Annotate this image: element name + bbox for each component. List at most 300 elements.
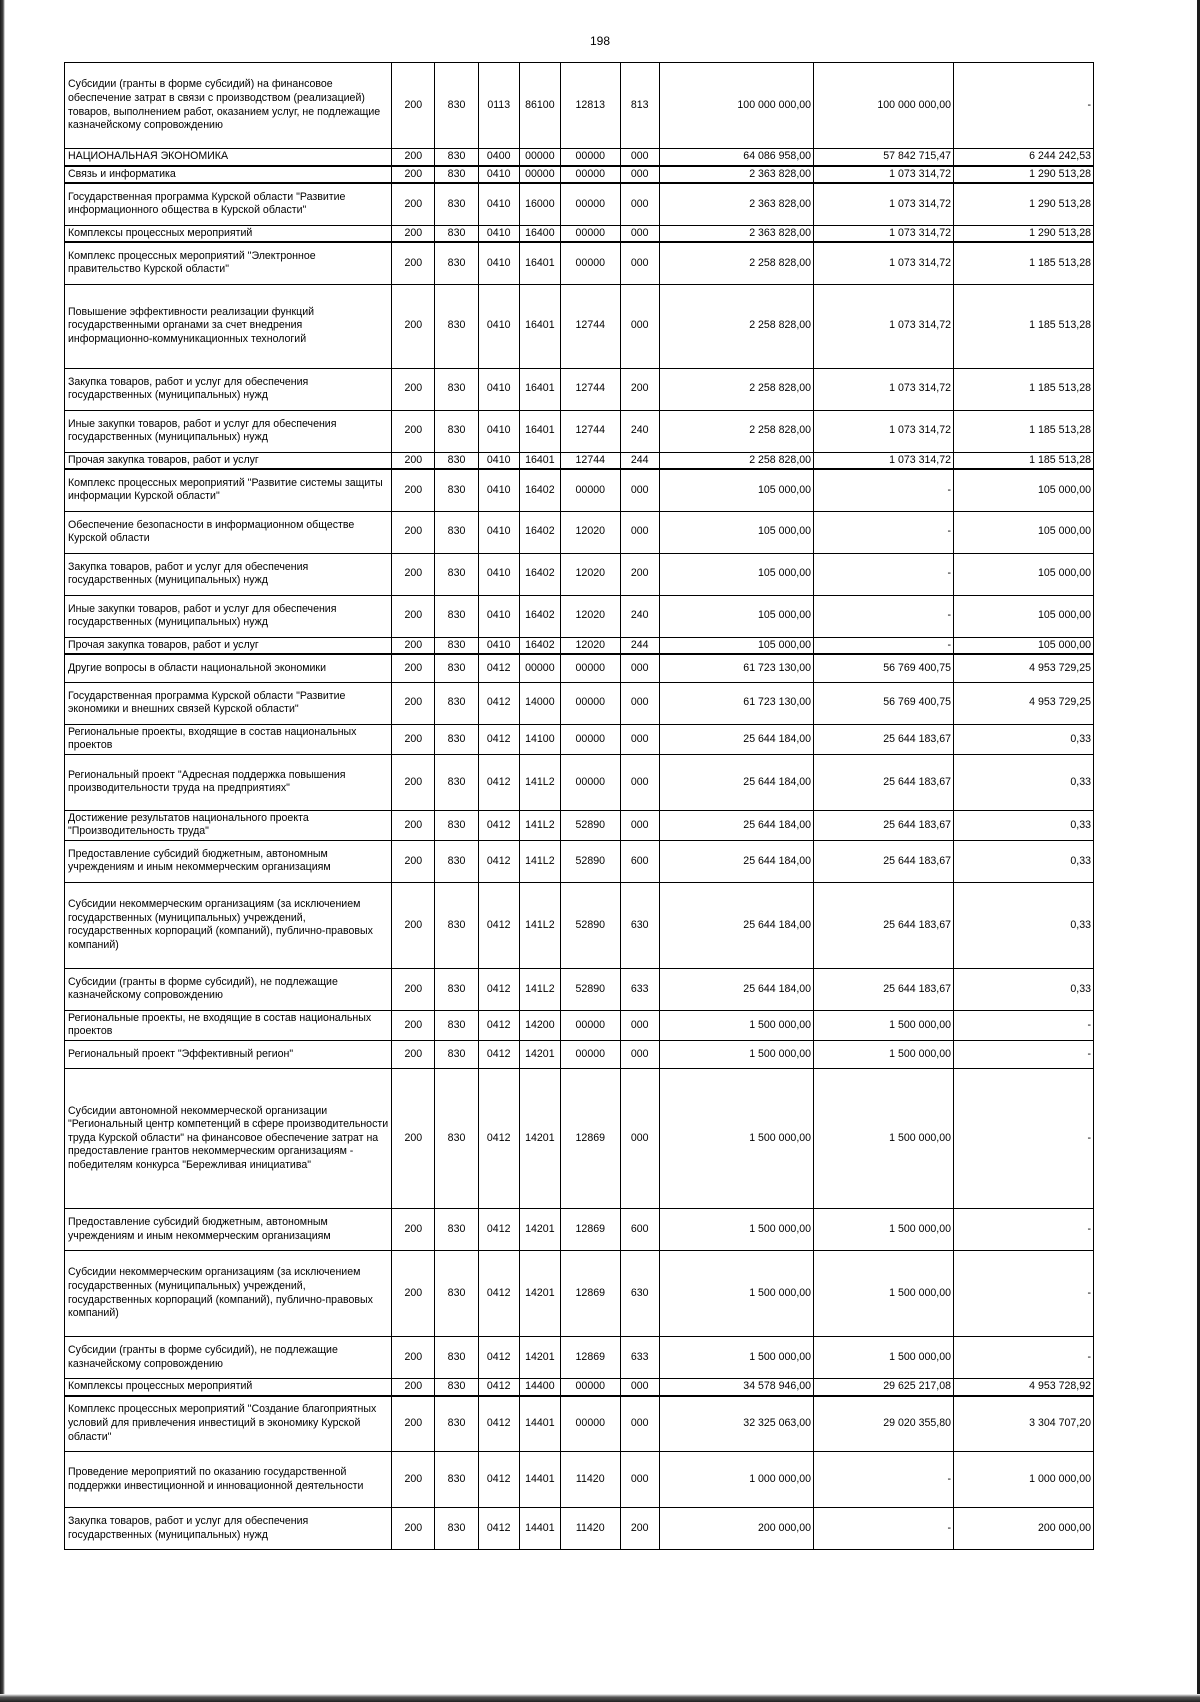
cell-code-admin: 200: [392, 368, 435, 410]
cell-code-ministry: 830: [435, 654, 478, 682]
cell-code-program: 16400: [519, 225, 560, 242]
cell-code-ministry: 830: [435, 511, 478, 553]
cell-amount-planned: 105 000,00: [659, 469, 813, 511]
cell-code-direction: 12744: [560, 452, 620, 469]
table-row: [65, 1337, 1094, 1379]
cell-code-section: 0412: [478, 1209, 519, 1251]
cell-code-section: 0410: [478, 242, 519, 284]
cell-code-direction: 12744: [560, 284, 620, 368]
cell-amount-executed: 56 769 400,75: [814, 682, 954, 724]
cell-code-admin: 200: [392, 284, 435, 368]
cell-code-direction: 12869: [560, 1209, 620, 1251]
cell-amount-remaining: -: [953, 1209, 1093, 1251]
table-row: [65, 284, 1094, 368]
cell-code-ministry: 830: [435, 1041, 478, 1069]
cell-name: Закупка товаров, работ и услуг для обеспечения государственных (муниципальных) нужд: [65, 553, 392, 595]
cell-code-section: 0410: [478, 553, 519, 595]
cell-code-expense-type: 000: [620, 225, 659, 242]
cell-name: Комплекс процессных мероприятий "Развитие системы защиты информации Курской области": [65, 469, 392, 511]
cell-amount-executed: 1 500 000,00: [814, 1041, 954, 1069]
cell-code-program: 14100: [519, 724, 560, 754]
cell-code-section: 0410: [478, 637, 519, 654]
cell-amount-executed: -: [814, 511, 954, 553]
cell-code-expense-type: 633: [620, 1337, 659, 1379]
cell-amount-remaining: 4 953 729,25: [953, 682, 1093, 724]
cell-code-program: 16402: [519, 469, 560, 511]
cell-amount-executed: 1 500 000,00: [814, 1251, 954, 1337]
cell-amount-planned: 200 000,00: [659, 1508, 813, 1550]
cell-name: Государственная программа Курской области "Развитие экономики и внешних связей Курской области": [65, 682, 392, 724]
cell-code-section: 0412: [478, 840, 519, 882]
cell-amount-remaining: 0,33: [953, 968, 1093, 1010]
cell-code-admin: 200: [392, 1337, 435, 1379]
cell-code-admin: 200: [392, 511, 435, 553]
cell-amount-executed: 1 073 314,72: [814, 166, 954, 184]
cell-code-section: 0412: [478, 754, 519, 810]
cell-name: Комплекс процессных мероприятий "Создание благоприятных условий для привлечения инвестиций в экономику Курской области": [65, 1396, 392, 1452]
cell-amount-executed: 1 500 000,00: [814, 1337, 954, 1379]
cell-code-direction: 00000: [560, 1379, 620, 1396]
cell-amount-remaining: 105 000,00: [953, 469, 1093, 511]
cell-amount-executed: 25 644 183,67: [814, 754, 954, 810]
cell-code-section: 0412: [478, 1379, 519, 1396]
cell-code-direction: 12744: [560, 410, 620, 452]
cell-amount-executed: 1 073 314,72: [814, 225, 954, 242]
cell-amount-remaining: 6 244 242,53: [953, 149, 1093, 166]
cell-name: Региональные проекты, входящие в состав национальных проектов: [65, 724, 392, 754]
table-row: [65, 452, 1094, 469]
cell-code-program: 86100: [519, 63, 560, 149]
cell-amount-executed: -: [814, 553, 954, 595]
cell-name: Субсидии автономной некоммерческой организации "Региональный центр компетенций в сфере производительности труда Курской области" на финансовое обеспечение затрат на предоставление грантов некоммерческим организациям - победителям конкурса "Бережливая инициатива": [65, 1069, 392, 1209]
cell-code-expense-type: 600: [620, 1209, 659, 1251]
cell-amount-executed: 56 769 400,75: [814, 654, 954, 682]
cell-code-expense-type: 000: [620, 1069, 659, 1209]
cell-code-admin: 200: [392, 1379, 435, 1396]
cell-name: Другие вопросы в области национальной экономики: [65, 654, 392, 682]
cell-code-admin: 200: [392, 754, 435, 810]
table-row: [65, 1010, 1094, 1040]
table-row: [65, 63, 1094, 149]
cell-amount-planned: 1 500 000,00: [659, 1010, 813, 1040]
cell-code-section: 0410: [478, 469, 519, 511]
cell-code-program: 14000: [519, 682, 560, 724]
cell-code-admin: 200: [392, 63, 435, 149]
table-row: [65, 840, 1094, 882]
cell-code-ministry: 830: [435, 810, 478, 840]
cell-code-admin: 200: [392, 225, 435, 242]
table-row: [65, 724, 1094, 754]
cell-code-program: 00000: [519, 149, 560, 166]
cell-code-direction: 00000: [560, 183, 620, 225]
cell-code-admin: 200: [392, 724, 435, 754]
cell-amount-planned: 25 644 184,00: [659, 840, 813, 882]
cell-amount-remaining: 105 000,00: [953, 511, 1093, 553]
cell-code-admin: 200: [392, 810, 435, 840]
cell-code-expense-type: 000: [620, 242, 659, 284]
cell-code-program: 14401: [519, 1508, 560, 1550]
cell-amount-executed: -: [814, 469, 954, 511]
cell-code-program: 16401: [519, 284, 560, 368]
table-body: [65, 63, 1094, 1550]
cell-amount-executed: -: [814, 595, 954, 637]
cell-name: Прочая закупка товаров, работ и услуг: [65, 452, 392, 469]
cell-code-section: 0410: [478, 595, 519, 637]
table-row: [65, 1508, 1094, 1550]
cell-code-ministry: 830: [435, 1337, 478, 1379]
cell-amount-remaining: 200 000,00: [953, 1508, 1093, 1550]
cell-code-section: 0410: [478, 183, 519, 225]
cell-code-admin: 200: [392, 968, 435, 1010]
cell-code-section: 0113: [478, 63, 519, 149]
page-number: 198: [589, 34, 611, 48]
cell-code-direction: 00000: [560, 724, 620, 754]
cell-amount-planned: 1 500 000,00: [659, 1209, 813, 1251]
cell-code-program: 14200: [519, 1010, 560, 1040]
cell-amount-planned: 1 500 000,00: [659, 1069, 813, 1209]
cell-code-direction: 00000: [560, 654, 620, 682]
cell-code-section: 0412: [478, 1251, 519, 1337]
cell-amount-planned: 105 000,00: [659, 637, 813, 654]
cell-amount-remaining: -: [953, 1069, 1093, 1209]
cell-amount-executed: -: [814, 637, 954, 654]
cell-name: Закупка товаров, работ и услуг для обеспечения государственных (муниципальных) нужд: [65, 368, 392, 410]
table-row: [65, 166, 1094, 184]
cell-name: Повышение эффективности реализации функций государственными органами за счет внедрения информационно-коммуникационных технологий: [65, 284, 392, 368]
cell-amount-remaining: 1 185 513,28: [953, 284, 1093, 368]
cell-code-expense-type: 000: [620, 1010, 659, 1040]
cell-amount-planned: 25 644 184,00: [659, 810, 813, 840]
cell-code-program: 14400: [519, 1379, 560, 1396]
cell-name: Достижение результатов национального проекта "Производительность труда": [65, 810, 392, 840]
cell-code-section: 0412: [478, 968, 519, 1010]
cell-amount-remaining: 0,33: [953, 882, 1093, 968]
cell-name: Комплексы процессных мероприятий: [65, 1379, 392, 1396]
cell-code-section: 0410: [478, 511, 519, 553]
table-row: [65, 882, 1094, 968]
cell-code-ministry: 830: [435, 242, 478, 284]
cell-code-section: 0412: [478, 654, 519, 682]
cell-code-ministry: 830: [435, 595, 478, 637]
cell-amount-executed: 1 073 314,72: [814, 242, 954, 284]
table-row: [65, 1041, 1094, 1069]
cell-code-expense-type: 000: [620, 724, 659, 754]
cell-code-admin: 200: [392, 840, 435, 882]
cell-code-admin: 200: [392, 553, 435, 595]
cell-code-section: 0410: [478, 410, 519, 452]
cell-amount-planned: 25 644 184,00: [659, 968, 813, 1010]
cell-amount-planned: 1 000 000,00: [659, 1452, 813, 1508]
cell-code-direction: 00000: [560, 166, 620, 184]
cell-code-direction: 12020: [560, 595, 620, 637]
cell-code-admin: 200: [392, 183, 435, 225]
cell-code-ministry: 830: [435, 724, 478, 754]
cell-code-section: 0412: [478, 682, 519, 724]
cell-code-direction: 00000: [560, 149, 620, 166]
table-row: [65, 511, 1094, 553]
cell-amount-remaining: 1 290 513,28: [953, 225, 1093, 242]
cell-code-admin: 200: [392, 654, 435, 682]
cell-code-program: 14201: [519, 1041, 560, 1069]
cell-amount-planned: 1 500 000,00: [659, 1337, 813, 1379]
cell-code-program: 16401: [519, 410, 560, 452]
cell-amount-executed: 25 644 183,67: [814, 968, 954, 1010]
cell-code-section: 0412: [478, 1010, 519, 1040]
cell-amount-executed: -: [814, 1508, 954, 1550]
cell-code-program: 00000: [519, 166, 560, 184]
cell-amount-remaining: 105 000,00: [953, 553, 1093, 595]
cell-code-direction: 00000: [560, 242, 620, 284]
cell-code-ministry: 830: [435, 754, 478, 810]
table-row: [65, 1379, 1094, 1396]
cell-code-ministry: 830: [435, 368, 478, 410]
cell-code-program: 00000: [519, 654, 560, 682]
cell-code-expense-type: 200: [620, 1508, 659, 1550]
cell-amount-planned: 2 258 828,00: [659, 242, 813, 284]
cell-name: Региональный проект "Эффективный регион": [65, 1041, 392, 1069]
cell-code-program: 16402: [519, 553, 560, 595]
cell-code-admin: 200: [392, 469, 435, 511]
cell-amount-remaining: 4 953 729,25: [953, 654, 1093, 682]
cell-code-admin: 200: [392, 452, 435, 469]
cell-amount-planned: 61 723 130,00: [659, 654, 813, 682]
cell-amount-planned: 64 086 958,00: [659, 149, 813, 166]
cell-code-ministry: 830: [435, 1069, 478, 1209]
cell-name: Субсидии некоммерческим организациям (за исключением государственных (муниципальных) учреждений, государственных корпораций (компаний), публично-правовых компаний): [65, 882, 392, 968]
cell-code-ministry: 830: [435, 1379, 478, 1396]
cell-code-expense-type: 244: [620, 637, 659, 654]
cell-code-program: 16000: [519, 183, 560, 225]
cell-amount-remaining: 4 953 728,92: [953, 1379, 1093, 1396]
cell-code-admin: 200: [392, 682, 435, 724]
cell-name: Закупка товаров, работ и услуг для обеспечения государственных (муниципальных) нужд: [65, 1508, 392, 1550]
cell-name: Прочая закупка товаров, работ и услуг: [65, 637, 392, 654]
cell-code-ministry: 830: [435, 1396, 478, 1452]
cell-code-expense-type: 000: [620, 166, 659, 184]
table-row: [65, 968, 1094, 1010]
table-row: [65, 1251, 1094, 1337]
cell-name: Иные закупки товаров, работ и услуг для обеспечения государственных (муниципальных) нужд: [65, 595, 392, 637]
cell-code-ministry: 830: [435, 284, 478, 368]
cell-code-ministry: 830: [435, 183, 478, 225]
cell-amount-executed: 1 073 314,72: [814, 452, 954, 469]
cell-amount-planned: 2 363 828,00: [659, 225, 813, 242]
cell-code-direction: 11420: [560, 1452, 620, 1508]
cell-code-expense-type: 000: [620, 1041, 659, 1069]
cell-code-expense-type: 200: [620, 368, 659, 410]
cell-code-expense-type: 244: [620, 452, 659, 469]
table-row: [65, 637, 1094, 654]
cell-amount-remaining: 0,33: [953, 724, 1093, 754]
cell-code-direction: 12744: [560, 368, 620, 410]
cell-amount-executed: 1 500 000,00: [814, 1069, 954, 1209]
cell-amount-planned: 105 000,00: [659, 511, 813, 553]
cell-amount-executed: 25 644 183,67: [814, 724, 954, 754]
cell-amount-planned: 2 258 828,00: [659, 410, 813, 452]
cell-code-expense-type: 000: [620, 284, 659, 368]
cell-amount-executed: 29 625 217,08: [814, 1379, 954, 1396]
cell-code-ministry: 830: [435, 1209, 478, 1251]
cell-name: Обеспечение безопасности в информационном обществе Курской области: [65, 511, 392, 553]
cell-code-section: 0412: [478, 724, 519, 754]
cell-code-section: 0412: [478, 1396, 519, 1452]
cell-amount-executed: 1 073 314,72: [814, 410, 954, 452]
cell-code-direction: 00000: [560, 469, 620, 511]
cell-code-admin: 200: [392, 595, 435, 637]
cell-code-admin: 200: [392, 1209, 435, 1251]
scan-edge-bottom: [0, 1694, 1200, 1702]
cell-amount-planned: 34 578 946,00: [659, 1379, 813, 1396]
cell-code-expense-type: 000: [620, 1396, 659, 1452]
cell-code-direction: 12020: [560, 637, 620, 654]
table-row: [65, 754, 1094, 810]
cell-code-expense-type: 633: [620, 968, 659, 1010]
cell-amount-executed: 1 073 314,72: [814, 183, 954, 225]
cell-code-admin: 200: [392, 242, 435, 284]
cell-code-section: 0412: [478, 1452, 519, 1508]
cell-code-program: 141L2: [519, 754, 560, 810]
cell-code-expense-type: 000: [620, 469, 659, 511]
cell-code-expense-type: 000: [620, 1379, 659, 1396]
cell-amount-remaining: 105 000,00: [953, 637, 1093, 654]
budget-table: [64, 62, 1094, 1550]
cell-code-expense-type: 600: [620, 840, 659, 882]
cell-amount-planned: 25 644 184,00: [659, 882, 813, 968]
cell-code-expense-type: 000: [620, 810, 659, 840]
cell-code-section: 0410: [478, 225, 519, 242]
cell-amount-executed: 29 020 355,80: [814, 1396, 954, 1452]
cell-amount-remaining: -: [953, 63, 1093, 149]
cell-amount-remaining: -: [953, 1041, 1093, 1069]
cell-code-program: 14201: [519, 1337, 560, 1379]
cell-amount-planned: 61 723 130,00: [659, 682, 813, 724]
cell-code-admin: 200: [392, 149, 435, 166]
cell-code-ministry: 830: [435, 968, 478, 1010]
cell-code-expense-type: 000: [620, 654, 659, 682]
cell-code-direction: 00000: [560, 754, 620, 810]
cell-code-direction: 52890: [560, 968, 620, 1010]
cell-name: Государственная программа Курской области "Развитие информационного общества в Курской области": [65, 183, 392, 225]
cell-code-ministry: 830: [435, 1010, 478, 1040]
cell-name: Проведение мероприятий по оказанию государственной поддержки инвестиционной и инновационной деятельности: [65, 1452, 392, 1508]
table-row: [65, 368, 1094, 410]
cell-amount-remaining: -: [953, 1251, 1093, 1337]
cell-code-program: 14201: [519, 1069, 560, 1209]
table-row: [65, 682, 1094, 724]
cell-code-expense-type: 000: [620, 754, 659, 810]
cell-code-program: 141L2: [519, 968, 560, 1010]
cell-name: Иные закупки товаров, работ и услуг для обеспечения государственных (муниципальных) нужд: [65, 410, 392, 452]
cell-amount-executed: 25 644 183,67: [814, 882, 954, 968]
cell-code-section: 0412: [478, 810, 519, 840]
table-row: [65, 149, 1094, 166]
cell-amount-remaining: 1 290 513,28: [953, 166, 1093, 184]
table-row: [65, 1396, 1094, 1452]
cell-code-program: 16401: [519, 452, 560, 469]
cell-code-expense-type: 000: [620, 682, 659, 724]
cell-code-ministry: 830: [435, 149, 478, 166]
cell-code-section: 0410: [478, 166, 519, 184]
cell-amount-remaining: 1 000 000,00: [953, 1452, 1093, 1508]
cell-code-direction: 52890: [560, 882, 620, 968]
cell-code-direction: 11420: [560, 1508, 620, 1550]
cell-name: Субсидии некоммерческим организациям (за исключением государственных (муниципальных) учреждений, государственных корпораций (компаний), публично-правовых компаний): [65, 1251, 392, 1337]
cell-amount-planned: 105 000,00: [659, 553, 813, 595]
cell-amount-remaining: 1 290 513,28: [953, 183, 1093, 225]
cell-code-expense-type: 000: [620, 1452, 659, 1508]
cell-amount-planned: 25 644 184,00: [659, 724, 813, 754]
cell-code-ministry: 830: [435, 840, 478, 882]
cell-name: Предоставление субсидий бюджетным, автономным учреждениям и иным некоммерческим организациям: [65, 1209, 392, 1251]
table-row: [65, 810, 1094, 840]
cell-code-section: 0412: [478, 1041, 519, 1069]
cell-amount-executed: 25 644 183,67: [814, 810, 954, 840]
cell-code-direction: 00000: [560, 682, 620, 724]
cell-code-ministry: 830: [435, 637, 478, 654]
cell-amount-executed: 25 644 183,67: [814, 840, 954, 882]
cell-amount-remaining: 0,33: [953, 840, 1093, 882]
cell-code-expense-type: 813: [620, 63, 659, 149]
cell-amount-remaining: 1 185 513,28: [953, 242, 1093, 284]
cell-code-program: 14201: [519, 1209, 560, 1251]
cell-code-admin: 200: [392, 410, 435, 452]
cell-code-section: 0412: [478, 1337, 519, 1379]
cell-name: Региональный проект "Адресная поддержка повышения производительности труда на предприятиях": [65, 754, 392, 810]
table-row: [65, 183, 1094, 225]
cell-code-program: 14201: [519, 1251, 560, 1337]
cell-amount-remaining: -: [953, 1010, 1093, 1040]
cell-code-direction: 00000: [560, 225, 620, 242]
cell-code-expense-type: 630: [620, 882, 659, 968]
cell-code-ministry: 830: [435, 63, 478, 149]
cell-amount-planned: 1 500 000,00: [659, 1041, 813, 1069]
cell-name: Комплексы процессных мероприятий: [65, 225, 392, 242]
cell-code-ministry: 830: [435, 410, 478, 452]
cell-code-admin: 200: [392, 1452, 435, 1508]
cell-amount-remaining: 1 185 513,28: [953, 410, 1093, 452]
cell-amount-remaining: 0,33: [953, 810, 1093, 840]
cell-amount-executed: 1 500 000,00: [814, 1010, 954, 1040]
cell-amount-remaining: 0,33: [953, 754, 1093, 810]
cell-code-direction: 00000: [560, 1041, 620, 1069]
cell-code-section: 0410: [478, 284, 519, 368]
cell-amount-executed: 57 842 715,47: [814, 149, 954, 166]
cell-code-expense-type: 630: [620, 1251, 659, 1337]
cell-name: Субсидии (гранты в форме субсидий) на финансовое обеспечение затрат в связи с производством (реализацией) товаров, выполнением работ, оказанием услуг, не подлежащие казначейскому сопровождению: [65, 63, 392, 149]
table-row: [65, 1452, 1094, 1508]
cell-code-program: 141L2: [519, 810, 560, 840]
cell-code-program: 141L2: [519, 882, 560, 968]
table-row: [65, 469, 1094, 511]
table-row: [65, 595, 1094, 637]
cell-code-program: 16402: [519, 595, 560, 637]
cell-name: Субсидии (гранты в форме субсидий), не подлежащие казначейскому сопровождению: [65, 968, 392, 1010]
cell-amount-planned: 1 500 000,00: [659, 1251, 813, 1337]
cell-amount-planned: 32 325 063,00: [659, 1396, 813, 1452]
cell-code-section: 0410: [478, 368, 519, 410]
cell-code-expense-type: 240: [620, 595, 659, 637]
cell-amount-planned: 2 363 828,00: [659, 166, 813, 184]
cell-code-direction: 00000: [560, 1010, 620, 1040]
table-row: [65, 225, 1094, 242]
cell-code-admin: 200: [392, 1041, 435, 1069]
cell-name: Связь и информатика: [65, 166, 392, 184]
cell-code-direction: 00000: [560, 1396, 620, 1452]
cell-amount-executed: 1 073 314,72: [814, 284, 954, 368]
table-row: [65, 242, 1094, 284]
cell-code-direction: 12020: [560, 553, 620, 595]
cell-code-admin: 200: [392, 1251, 435, 1337]
